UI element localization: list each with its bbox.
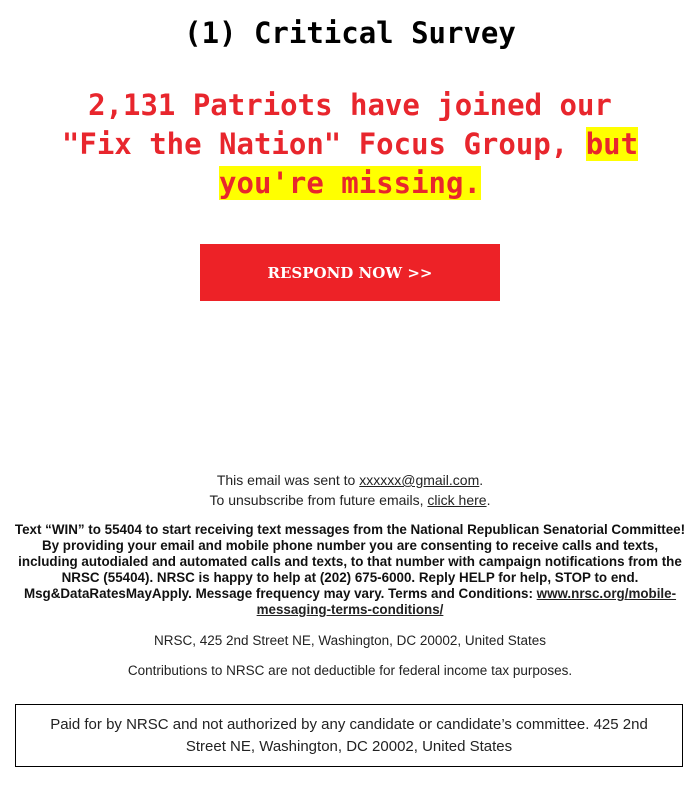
- terms-conditions-link[interactable]: www.nrsc.org/mobile-messaging-terms-conditions/: [256, 586, 677, 617]
- contributions-notice: Contributions to NRSC are not deductible for federal income tax purposes.: [127, 663, 573, 678]
- headline-highlight-but: but: [585, 127, 639, 161]
- paid-for-disclaimer: [15, 704, 683, 767]
- headline-line-2-text: "Fix the Nation" Focus Group,: [61, 127, 586, 161]
- sent-to-suffix: .: [479, 472, 484, 488]
- sent-to-prefix: This email was sent to: [216, 472, 360, 488]
- sms-legal-text: Text “WIN” to 55404 to start receiving text messages from the National Republican Senatorial Committee! By providing your email and mobile phone number you are consenting to receive calls and texts, including autodialed and automated calls and texts, to that number with campaign notifications from the NRSC (55404). NRSC is happy to help at (202) 675-6000. Reply HELP for help, STOP to end. Msg&DataRatesMayApply. Message frequency may vary. Terms and Conditions:: [14, 522, 686, 601]
- respond-now-button[interactable]: RESPOND NOW >>: [200, 244, 500, 301]
- headline-line-3: [0, 164, 700, 203]
- paid-for-text: Paid for by NRSC and not authorized by any candidate or candidate’s committee. 425 2nd Street NE, Washington, DC 20002, United States: [50, 715, 648, 755]
- mailing-address: NRSC, 425 2nd Street NE, Washington, DC 20002, United States: [154, 633, 546, 648]
- headline: [0, 86, 700, 203]
- sent-to-line: [0, 470, 700, 490]
- unsubscribe-line: [0, 490, 700, 510]
- unsubscribe-prefix: To unsubscribe from future emails,: [209, 492, 428, 508]
- email-title: (1) Critical Survey: [184, 16, 516, 50]
- unsubscribe-suffix: .: [486, 492, 491, 508]
- headline-highlight-missing: you're missing.: [219, 166, 481, 200]
- headline-line-1: 2,131 Patriots have joined our: [88, 88, 612, 122]
- sms-legal-notice: [14, 522, 686, 618]
- headline-line-2: [0, 125, 700, 164]
- sent-notice: [0, 470, 700, 510]
- recipient-email-link[interactable]: xxxxxx@gmail.com: [359, 472, 480, 488]
- unsubscribe-link[interactable]: click here: [427, 492, 487, 508]
